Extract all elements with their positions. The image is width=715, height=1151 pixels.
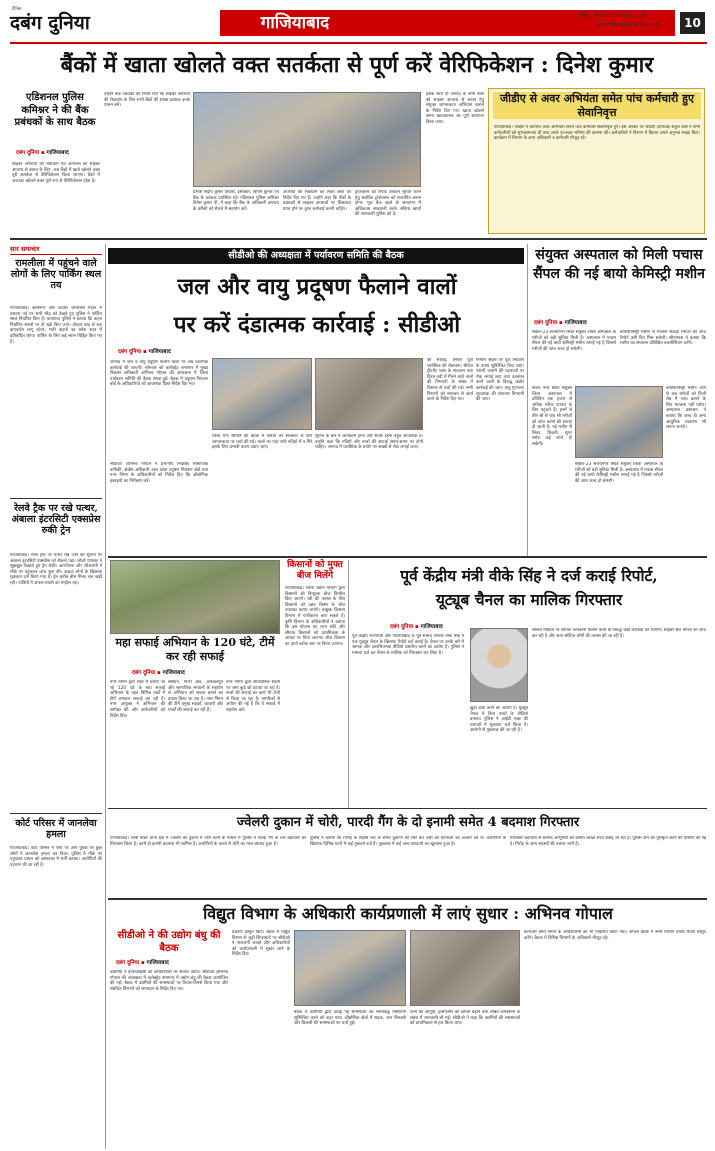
vksingh-headline-line-2: यूट्यूब चैनल का मालिक गिरफ्तार [435,590,623,609]
cleanup-photo [110,560,280,634]
byline-brand: दबंग दुनिया [16,150,40,156]
lead-photo-meeting [193,92,421,187]
dateline: रायपुर, मंगलवार । अक्टूबर 2024 [578,13,648,19]
cdo-headline-line-2: पर करें दंडात्मक कार्रवाई : सीडीओ [173,312,461,338]
masthead-rule [10,42,707,44]
jewelry-headline: ज्वेलरी दुकान में चोरी, पारदी गैंग के दो इनामी समेत 4 बदमाश गिरफ्तार [236,815,580,830]
hospital-byline: दबंग दुनिया ▪ गाजियाबाद [534,320,587,326]
lower-rule-2 [108,898,707,900]
vksingh-body-1: पूर्व केंद्रीय राज्यमंत्री और गाजियाबाद के पूर्व सांसद जनरल वीके सिंह ने एक यूट्यूब चैनल के खिलाफ रिपोर्ट दर्ज कराई है। चैनल पर उनके बारे में भ्रामक और आपत्तिजनक वीडियो प्रसारित करने का आरोप है। पुलिस ने मामला दर्ज कर चैनल के मालिक को गिरफ्तार कर लिया है। [352,634,464,656]
vksingh-portrait [470,628,528,702]
mid-rule [108,556,707,558]
hospital-body-3: संजय नगर स्थित संयुक्त जिला अस्पताल में प्रतिदिन एक हजार से अधिक मरीज उपचार के लिए पहुंचते हैं। इनमें से तीन सौ से पांच सौ मरीजों को जांच कराने की सलाह दी जाती है। नई मशीन से लिवर, किडनी, शुगर समेत कई जांचें हो सकेंगी। [532,386,572,447]
lead-headline: बैंकों में खाता खोलते वक्त सतर्कता से पूर्ण करें वेरिफिकेशन : दिनेश कुमार [60,52,654,78]
brief-rule-1 [10,498,102,499]
power-photo-meeting-1 [294,930,406,1006]
cdo-photo-caption: जिला गंगा समिति की बैठक में नदियों की स्वच्छता के प्रति जागरूकता पर चर्चा की गई। नालों का गंदा पानी नदियों में न गिरे इसके लिए प्रभावी कदम उठाए जाएं। [212,434,312,451]
cdo-body-3: सूचना के बारे में जानकारी होना और सतर्क रहना बहुत आवश्यक है। उन्होंने कहा कि नदियों और नालों की सफाई समय-समय पर होनी चाहिए। जनपद में प्लास्टिक के प्रयोग पर सख्ती से रोक लगाई जाए। [315,434,423,451]
cdo-byline: दबंग दुनिया ▪ गाजियाबाद [118,349,171,355]
cleanup-body-2: संस्थान, निजी क्षेत्र, आरडब्ल्यूए और सामाजिक संगठनों के सहयोग से अभियान को सफल बनाने का प्रयास किया जा रहा है। नगर निगम की टीमें प्रमुख सड़कों, बाजारों और पार्कों की सफाई कर रही हैं। [168,680,223,713]
hospital-photo-machine [575,386,663,458]
brief-3-body: गाजियाबाद। कोर्ट परिसर में पेशी पर आए युवक पर कुछ लोगों ने जानलेवा हमला कर दिया। पुलिस ने मौके पर पहुंचकर घायल को अस्पताल में भर्ती कराया। आरोपियों की पहचान की जा रही है। [10,846,102,868]
jewelry-body-3: गिरफ्तार बदमाशों से बरामद आभूषणों की कीमत लाखों रुपये बताई जा रही है। पुलिस टीम को पुरस्कृत करने की घोषणा की गई है। गिरोह के अन्य सदस्यों की तलाश जारी है। [510,836,706,847]
brief-2-body: गाजियाबाद। रेलवे ट्रैक पर पत्थर रखे जाने की सूचना पर अंबाला इंटरसिटी एक्सप्रेस को रोकना पड़ा। लोको पायलट ने सूझबूझ दिखाते हुए ट्रेन रोकी। आरपीएफ और जीआरपी ने मौके पर पहुंचकर जांच शुरू की। अज्ञात लोगों के खिलाफ मुकदमा दर्ज किया गया है। ट्रेन करीब बीस मिनट तक खड़ी रही। यात्रियों में अफरा-तफरी का माहौल रहा। [10,553,102,586]
brief-1-headline: रामलीला में पहुंचने वाले लोगों के लिए पार्किंग स्थल तय [10,258,102,291]
byline-brand: दबंग दुनिया [132,670,156,676]
jewelry-body-2: पुलिस ने बताया कि गिरोह के सदस्य रात के समय दुकानों की रेकी कर चोरी की घटनाओं को अंजाम देते थे। आरोपियों के खिलाफ विभिन्न थानों में कई मुकदमे दर्ज हैं। पूछताछ में कई अन्य वारदातों का खुलासा हुआ है। [310,836,506,847]
lead-bottom-rule [10,238,707,240]
power-body-4: पानी की आपूर्ति, ट्रांसफार्मर की क्षमता बढ़ाने तथा लंबित कनेक्शनों के संबंध में जानकारी ली गई। सीडीओ ने कहा कि उद्यमियों की समस्याओं को प्राथमिकता से हल किया जाए। [410,1010,520,1027]
power-body-2: प्रकरण प्रस्तुत किए। बैठक में विद्युत विभाग से जुड़ी शिकायतों पर सीडीओ ने नाराजगी जताई और अधिकारियों को कार्यप्रणाली में सुधार लाने के निर्देश दिए। [232,930,290,958]
lead-body-3: अपराधों की रोकथाम को लेकर बैंकों को निर्देश दिए गए हैं। उन्होंने कहा कि बैंकों के प्रबंधकों से साइबर अपराधों पर शिकायत प्राप्त होने पर तुरंत कार्रवाई करनी चाहिए। [283,190,351,212]
lead-photo-caption: प्रभारी संदीप कुमार तिवारी, इंस्पेक्टर, विपिन कुमार एवं बैंक के प्रबंधक उपस्थित रहे। एडिशनल पुलिस कमिश्नर दिनेश कुमार पी. ने कहा कि बैंक के अधिकारी अपराध के तरीकों को रोकने में सहयोग करें। [193,190,279,212]
section-title: गाजियाबाद [220,10,370,36]
gda-body: गाजियाबाद। जीडीए में कार्यरत अवर अभियंता समेत पांच कर्मचारी सेवानिवृत्त हुए। इस अवसर पर जीडीए उपाध्यक्ष अतुल वत्स ने सभी कर्मचारियों को शुभकामनाएं दीं तथा उनके उज्ज्वल भविष्य की कामना की। कर्मचारियों ने विभाग में बिताए अपने अनुभव साझा किए। कार्यक्रम में विभाग के अन्य अधिकारी व कर्मचारी मौजूद रहे। [494,125,700,142]
power-photo-meeting-2 [410,930,520,1006]
power-body-1: उद्यमियों ने ईएसआईसी की कार्यप्रणाली पर सवाल उठाए। सीडीओ अभिनव गोपाल की अध्यक्षता में कलेक्ट्रेट सभागार में उद्योग बंधु की बैठक आयोजित की गई। बैठक में उद्यमियों की समस्याओं पर विचार-विमर्श किया गया और संबंधित विभागों को समाधान के निर्देश दिए गए। [110,970,228,992]
hospital-body-4: बायोकेमिस्ट्री मशीन आने से अब मरीजों को निजी लैब में जांच कराने के लिए भटकना नहीं पड़ेगा। अस्पताल प्रशासन ने बताया कि जल्द ही अन्य आधुनिक उपकरण भी लगाए जाएंगे। [666,386,706,431]
power-subhead: सीडीओ ने की उद्योग बंधु की बैठक [117,930,221,954]
hospital-headline: संयुक्त अस्पताल को मिली पचास सैंपल की नई बायो केमिस्ट्री मशीन [533,247,705,282]
byline-place: गाजियाबाद [148,349,171,355]
cdo-body-2: सीडीओ अभिनव गोपाल ने प्रभागीय निदेशक सामाजिक वानिकी, क्षेत्रीय अधिकारी उत्तर प्रदेश प्रदूषण नियंत्रण बोर्ड तथा नगर निगम के अधिकारियों को निर्देश दिए कि औद्योगिक इकाइयों का निरीक्षण करें। [110,462,208,484]
cleanup-body-3: नगर निगम द्वारा सार्वजनिक स्थलों पर जमा कूड़े को हटाया जा रहा है। नालों की सफाई का कार्य भी तेजी से किया जा रहा है। नागरिकों से अपील की गई है कि वे सफाई में सहयोग करें। [226,680,280,713]
brief-1-body: गाजियाबाद। कविनगर और घंटाघर रामलीला मैदान में दशहरा पर्व पर भारी भीड़ को देखते हुए पुलिस ने पार्किंग स्थल निर्धारित किए हैं। यातायात पुलिस ने बताया कि वाहन निर्धारित स्थानों पर ही खड़े किए जाएं। दोपहर बाद से रूट डायवर्जन लागू रहेगा। भारी वाहनों का प्रवेश शहर में प्रतिबंधित रहेगा। पार्किंग के लिए कई स्थान चिह्नित किए गए हैं। [10,306,102,345]
vksingh-byline: दबंग दुनिया ▪ गाजियाबाद [390,624,443,630]
vksingh-headline-line-1: पूर्व केंद्रीय मंत्री वीके सिंह ने दर्ज कराई रिपोर्ट, [400,566,658,585]
cdo-body-4: की सफाई, सिंगल यूज प्लास्टिक की रोकथाम, सीवेज ट्रीटमेंट प्लांट के संचालन तथा हिंडन नदी में गिरने वाले नालों की निगरानी के संबंध में विस्तार से चर्चा की गई। सभी विभागों को समन्वय से कार्य करने के निर्देश दिए गए। [427,358,473,403]
lead-body-4-visible: इसके साथ ही जनपद के सभी बैंकों को साइबर अपराध से बचाव हेतु संयुक्त जागरूकता अभियान चलाने के निर्देश दिए गए। खाता खोलने समय खाताधारक का पूर्ण सत्यापन किया जाए। [426,92,484,125]
byline-brand: दबंग दुनिया [118,349,142,355]
right-column-divider [527,244,528,556]
byline-brand: दबंग दुनिया [116,960,140,966]
lead-body-5: ट्रांजेक्शन की रिपोर्ट तत्काल सूचित करने हेतु संबंधित ट्रांजेक्शन को सत्यापित करना होगा। मूल बैंक खाते के सत्यापन में अधिकतम सावधानी बरतें। संदिग्ध खातों की जानकारी पुलिस को दें। [355,190,421,218]
power-headline: विद्युत विभाग के अधिकारी कार्यप्रणाली में लाएं सुधार : अभिनव गोपाल [203,904,613,923]
byline-brand: दबंग दुनिया [534,320,558,326]
hospital-body-2: बायोकेमिस्ट्री मशीन से रोजाना सैकड़ों मरीजों की जांच रिपोर्ट उसी दिन मिल सकेगी। सीएमएस ने बताया कि मशीन का संचालन प्रशिक्षित तकनीशियन करेंगे। [620,330,706,347]
vksingh-body-2: झूठा दावा करने का आरोप है। यूट्यूब चैनल ने बिना तथ्यों के वीडियो बनाया। पुलिस ने आईटी एक्ट की धाराओं में मुकदमा दर्ज किया है। आरोपी से पूछताछ की जा रही है। [470,706,528,734]
brief-rule-2 [10,813,102,814]
vksingh-body-3: सोशल मीडिया पर भ्रामक जानकारी फैलाने वालों के विरुद्ध कड़ी कार्रवाई की जाएगी। साइबर सेल मामले की जांच कर रही है और अन्य संलिप्त लोगों की तलाश की जा रही है। [532,628,706,639]
masthead-small-label: दैनिक [12,7,22,12]
lead-body-2: उन्होंने बैंक प्रबंधकों को निर्देश दिए कि साइबर अपराधों की रोकथाम के लिए सभी बैंकों की शाखा प्रबंधक इनके पालन करें। [104,92,190,109]
cdo-photo-meeting-2 [315,358,423,430]
lead-subhead: एडिशनल पुलिस कमिश्नर ने की बैंक प्रबंधकों के साथ बैठक [14,92,96,128]
power-body-3: बैठक में उद्यमियों द्वारा उठाई गई समस्याओं का समयबद्ध निस्तारण सुनिश्चित करने को कहा गया। औद्योगिक क्षेत्रों में सड़क, जल निकासी और बिजली की समस्याओं पर चर्चा हुई। [294,1010,406,1027]
cdo-body-5: निर्माण स्थलों पर धूल नियंत्रण के उपाय सुनिश्चित किए जाएं। पराली जलाने की घटनाओं पर रोक लगाई जाए तथा उल्लंघन करने वालों के विरुद्ध कठोर कार्रवाई की जाए। वायु गुणवत्ता सूचकांक की लगातार निगरानी की जाए। [476,358,524,403]
website: www.dabangdunia.co.in [595,22,661,28]
byline-place: गाजियाबाद [146,960,169,966]
gda-headline: जीडीए से अवर अभियंता समेत पांच कर्मचारी हुए सेवानिवृत्त [493,92,701,119]
cdo-photo-meeting-1 [212,358,312,430]
gda-box [488,88,705,234]
byline-place: गाजियाबाद [564,320,587,326]
cdo-headline-line-1: जल और वायु प्रदूषण फैलाने वालों [177,274,457,300]
lead-body-1: साइबर अपराधों की रोकथाम एवं आमजन को साइबर अपराध से बचाव के लिए, अब बैंकों में खाते खोलने वक्त पूरी सतर्कता से वेरिफिकेशन किया जाएगा। बैंकों में अकाउंट खोलते वक्त पूर्ण रूप से वेरिफिकेशन होता है। [12,162,100,184]
cdo-body-1: जनपद में जल व वायु प्रदूषण फैलाने वालों पर अब दंडात्मक कार्रवाई की जाएगी। सोमवार को कलेक्ट्रेट सभागार में मुख्य विकास अधिकारी अभिनव गोपाल की अध्यक्षता में जिला पर्यावरण समिति की बैठक संपन्न हुई। बैठक में प्रदूषण नियंत्रण बोर्ड के अधिकारियों को आवश्यक दिशा-निर्देश दिए गए। [110,360,208,388]
brief-2-headline: रेलवे ट्रैक पर रखे पत्थर, अंबाला इंटरसिटी एक्सप्रेस रुकी ट्रेन [11,503,101,536]
newspaper-logo: दबंग दुनिया [10,12,90,34]
power-byline: दबंग दुनिया ▪ गाजियाबाद [116,960,169,966]
farmers-divider [348,560,349,808]
masthead [10,6,707,40]
jewelry-body-1: गाजियाबाद। लोनी बॉर्डर थाना क्षेत्र में ज्वेलरी की दुकान में चोरी करने के मामले में पुलिस ने पारदी गैंग के चार बदमाशों को गिरफ्तार किया है। इनमें दो इनामी बदमाश भी शामिल हैं। आरोपियों के कब्जे से चोरी का माल बरामद हुआ है। [110,836,306,847]
byline-brand: दबंग दुनिया [390,624,414,630]
cleanup-headline: महा सफाई अभियान के 120 घंटे, टीमें कर रही सफाई [115,636,275,663]
farmers-body: गाजियाबाद। जिला उद्यान विभाग द्वारा किसानों को निःशुल्क बीज वितरित किए जाएंगे। रबी की फसल के लिए किसानों को उन्नत किस्म के बीज उपलब्ध कराए जाएंगे। इच्छुक किसान विभाग में पंजीकरण करा सकते हैं। कृषि विभाग के अधिकारियों ने बताया कि इस योजना का लाभ छोटे और सीमांत किसानों को प्राथमिकता के आधार पर दिया जाएगा। बीज वितरण का कार्य ब्लॉक स्तर पर किया जाएगा। [285,586,345,647]
byline-place: गाजियाबाद [420,624,443,630]
cleanup-byline: दबंग दुनिया ▪ गाजियाबाद [132,670,185,676]
cleanup-body-1: नगर निगम द्वारा शहर में चलाए जा रहे 120 घंटे के महा सफाई अभियान के तहत विभिन्न वार्डों में टीमें लगातार सफाई कर रही हैं। नगर आयुक्त ने अभियान की समीक्षा की और कर्मचारियों को निर्देश दिए। [110,680,165,719]
byline-place: गाजियाबाद [162,670,185,676]
farmers-headline: किसानों को मुफ्त बीज मिलेंगे [287,560,343,581]
byline-place: गाजियाबाद [46,150,69,156]
left-column-divider [105,244,106,1149]
hospital-body-5: सेक्टर-23 संजयनगर स्थित संयुक्त जिला अस्पताल के मरीजों को बड़ी सुविधा मिली है। अस्पताल में पचास सैंपल की नई बायो केमिस्ट्री मशीन लगाई गई है जिससे मरीजों की जांच जल्द हो सकेगी। [575,462,663,484]
lower-rule-1 [108,808,707,809]
brief-3-headline: कोर्ट परिसर में जानलेवा हमला [15,818,97,840]
cdo-kicker: सीडीओ की अध्यक्षता में पर्यावरण समिति की बैठक [108,248,524,264]
power-body-5: कर्मचारी बीमा निगम के अधिकारियों को भी निर्देशित किया गया। अगली बैठक में सभी विभाग प्रगति रिपोर्ट प्रस्तुत करेंगे। बैठक में विभिन्न विभागों के अधिकारी मौजूद रहे। [524,930,706,941]
hospital-body-1: सेक्टर-23 संजयनगर स्थित संयुक्त जिला अस्पताल के मरीजों को बड़ी सुविधा मिली है। अस्पताल में पचास सैंपल की नई बायो केमिस्ट्री मशीन लगाई गई है जिससे मरीजों की जांच जल्द हो सकेगी। [532,330,616,352]
page-number: 10 [680,12,705,34]
section-tag: सार समाचार [10,244,102,255]
lead-byline: दबंग दुनिया ▪ गाजियाबाद [16,150,69,156]
